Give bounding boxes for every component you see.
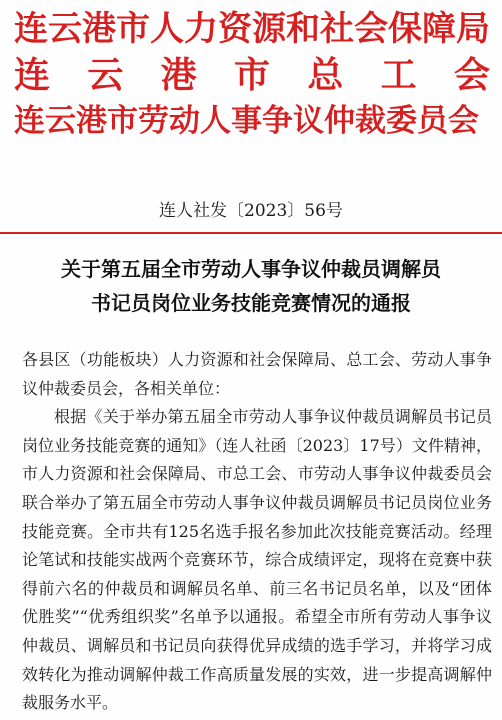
salutation: 各县区（功能板块）人力资源和社会保障局、总工会、劳动人事争议仲裁委员会，各相关单位： <box>22 350 492 398</box>
issuer-union-char: 会 <box>453 54 490 96</box>
document-title-line: 关于第五届全市劳动人事争议仲裁员调解员 <box>61 257 441 281</box>
document-body <box>22 346 492 718</box>
body-paragraph: 根据《关于举办第五届全市劳动人事争议仲裁员调解员书记员岗位业务技能竞赛的通知》（连人社函〔2023〕17号）文件精神，市人力资源和社会保障局、市总工会、市劳动人事争议仲裁委员会联合举办了第五届全市劳动人事争议仲裁员调解员书记员岗位业务技能竞赛。全市共有125名选手报名参加此次技能竞赛活动。经理论笔试和技能实战两个竞赛环节，综合成绩评定，现将在竞赛中获得前六名的仲裁员和调解员名单、前三名书记员名单，以及“团体优胜奖”“优秀组织奖”名单予以通报。希望全市所有劳动人事争议仲裁员、调解员和书记员向获得优异成绩的选手学习，并将学习成效转化为推动调解仲裁工作高质量发展的实效，进一步提高调解仲裁服务水平。 <box>22 407 492 713</box>
red-divider-line <box>0 232 502 234</box>
issuer-union-char: 总 <box>307 54 344 96</box>
issuer-union-char: 工 <box>380 54 417 96</box>
issuer-union-char: 市 <box>233 54 270 96</box>
issuer-name-hrss: 连云港市人力资源和社会保障局 <box>14 9 490 49</box>
document-title-line: 书记员岗位业务技能竞赛情况的通报 <box>91 291 411 315</box>
issuer-name-arbitration: 连云港市劳动人事争议仲裁委员会 <box>14 103 479 139</box>
issuer-union-char: 云 <box>87 54 124 96</box>
issuer-union-char: 连 <box>14 54 51 96</box>
document-title <box>0 252 502 320</box>
issuer-name-union <box>14 52 490 98</box>
issuer-union-char: 港 <box>160 54 197 96</box>
issuer-header <box>14 6 490 144</box>
document-number: 连人社发〔2023〕56号 <box>159 201 343 221</box>
